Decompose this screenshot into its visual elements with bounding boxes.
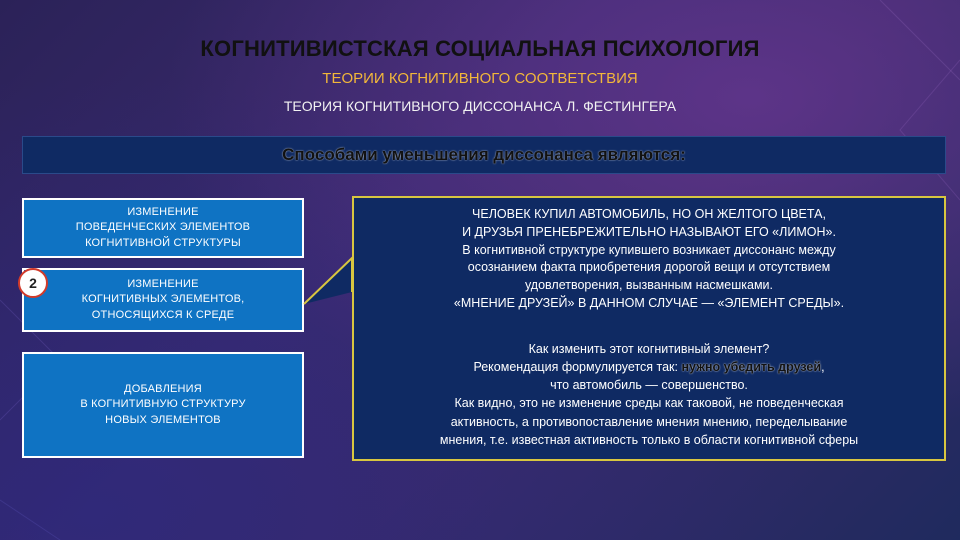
theory-group-subtitle: ТЕОРИИ КОГНИТИВНОГО СООТВЕТСТВИЯ: [322, 70, 638, 87]
example-line: И ДРУЗЬЯ ПРЕНЕБРЕЖИТЕЛЬНО НАЗЫВАЮТ ЕГО «ЛИМОН».: [462, 224, 836, 239]
example-line: В когнитивной структуре купившего возникает диссонанс между: [462, 242, 836, 257]
callout-pointer: [300, 240, 356, 310]
method-box-line: КОГНИТИВНЫХ ЭЛЕМЕНТОВ,: [81, 293, 245, 306]
conclusion-line: активность, а противопоставление мнения мнению, переделывание: [450, 414, 848, 429]
number-badge: 2: [18, 268, 48, 298]
method-box-line: ПОВЕДЕНЧЕСКИХ ЭЛЕМЕНТОВ: [75, 221, 251, 234]
question-line: Как изменить этот когнитивный элемент?: [528, 342, 770, 356]
example-line: ЧЕЛОВЕК КУПИЛ АВТОМОБИЛЬ, НО ОН ЖЕЛТОГО ЦВЕТА,: [472, 207, 826, 221]
recommendation-line: [354, 358, 944, 376]
recommendation-line: что автомобиль — совершенство.: [550, 378, 748, 393]
example-recommendation: [354, 340, 944, 449]
method-box-line: В КОГНИТИВНУЮ СТРУКТУРУ: [80, 398, 246, 411]
theory-name-subtitle: ТЕОРИЯ КОГНИТИВНОГО ДИССОНАНСА Л. ФЕСТИНГЕРА: [283, 98, 677, 114]
method-box-line: НОВЫХ ЭЛЕМЕНТОВ: [105, 413, 221, 426]
recommendation-highlight: нужно убедить друзей: [681, 360, 822, 375]
example-line: удовлетворения, вызванным насмешками.: [524, 278, 774, 292]
example-line: «МНЕНИЕ ДРУЗЕЙ» В ДАННОМ СЛУЧАЕ — «ЭЛЕМЕНТ СРЕДЫ».: [453, 295, 845, 310]
method-box-line: ИЗМЕНЕНИЕ: [127, 277, 199, 290]
example-line: осознанием факта приобретения дорогой вещи и отсутствием: [467, 260, 831, 275]
methods-banner: [22, 136, 946, 174]
method-box-line: ОТНОСЯЩИХСЯ К СРЕДЕ: [91, 308, 235, 321]
recommendation-suffix: ,: [821, 360, 825, 375]
method-box-behavior: [22, 198, 304, 258]
method-box-addition: [22, 352, 304, 458]
example-description: [354, 206, 944, 313]
example-callout: [352, 196, 946, 461]
recommendation-prefix: Рекомендация формулируется так:: [473, 360, 682, 375]
methods-banner-text: Способами уменьшения диссонанса являются:: [282, 145, 686, 164]
method-box-environment: [22, 268, 304, 332]
method-box-line: ДОБАВЛЕНИЯ: [124, 382, 202, 395]
method-box-line: КОГНИТИВНОЙ СТРУКТУРЫ: [85, 236, 241, 249]
method-box-line: ИЗМЕНЕНИЕ: [127, 205, 199, 218]
slide-title: КОГНИТИВИСТСКАЯ СОЦИАЛЬНАЯ ПСИХОЛОГИЯ: [200, 36, 760, 61]
conclusion-line: Как видно, это не изменение среды как таковой, не поведенческая: [454, 396, 844, 411]
conclusion-line: мнения, т.е. известная активность только в области когнитивной сферы: [439, 432, 859, 447]
